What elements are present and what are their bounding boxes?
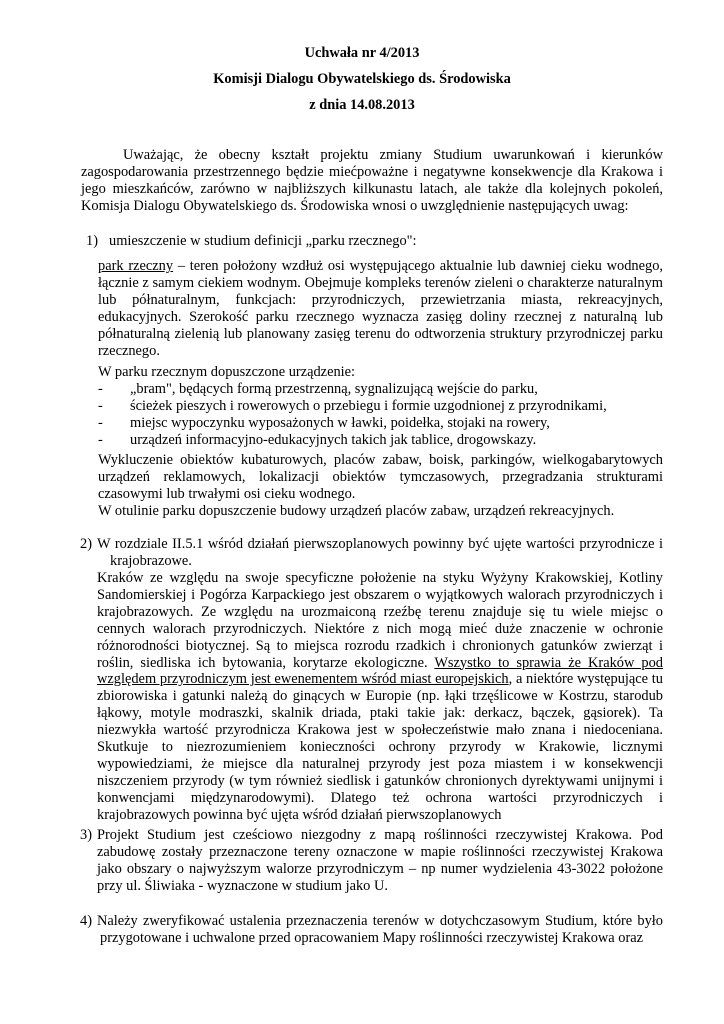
item-4-text: Należy zweryfikować ustalenia przeznaczenia terenów w dotychczasowym Studium, które było przygotowane i uchwalone przed opracowaniem Mapy roślinności rzeczywistej Krakowa oraz bbox=[97, 913, 663, 946]
item-1-number: 1) bbox=[86, 233, 98, 249]
list-item: - „bram", będących formą przestrzenną, sygnalizującą wejście do parku, bbox=[98, 381, 538, 397]
item-3-number: 3) bbox=[80, 827, 92, 843]
list-item: - urządzeń informacyjno-edukacyjnych takich jak tablice, drogowskazy. bbox=[98, 431, 537, 448]
item-2-body: Kraków ze względu na swoje specyficzne położenie na styku Wyżyny Krakowskiej, Kotliny Sandomierskiej i Pogórza Karpackiego jest obszarem o wyjątkowych walorach przyrodniczych i krajobrazowych. Ze względu na urozmaiconą rzeźbę terenu znajduje się tu wiele miejsc o cennych walorach przyrodniczych. Niektóre z nich mogą mieć duże znaczenie w ochronie różnorodności biotycznej. Są to miejsca rozrodu rzadkich i chronionych gatunków zwierząt i roślin, siedliska ich bytowania, korytarze ekologiczne. Wszystko to sprawia że Kraków pod względem przyrodniczym jest ewenementem wśród miast europejskich, a niektóre występujące tu zbiorowiska i gatunki należą do ginących w Europie (np. łąki trzęślicowe w Kostrzu, starodub łąkowy, motyle modraszki, skalnik driada, ptaki takie jak: derkacz, bączek, gąsiorek). Ta niezwykła wartość przyrodnicza Krakowa jest w społeczeństwie mało znana i niedoceniana. Skutkuje to niezrozumieniem konieczności ochrony przyrody w Krakowie, licznymi wypowiedziami, że miejsce dla naturalnej przyrody jest poza miastem i w konsekwencji niszczeniem przyrody (w tym również siedlisk i gatunków chronionych dyrektywami unijnymi i konwencjami międzynarodowymi). Dlatego też ochrona wartości przyrodniczych i krajobrazowych powinna być ujęta wśród działań pierwszoplanowych bbox=[97, 570, 663, 823]
commission-name: Komisji Dialogu Obywatelskiego ds. Środowiska bbox=[213, 71, 511, 87]
list-item: - miejsc wypoczynku wyposażonych w ławki, poidełka, stojaki na rowery, bbox=[98, 414, 550, 431]
park-definition bbox=[98, 258, 663, 359]
item-1-heading: umieszczenie w studium definicji „parku rzecznego": bbox=[109, 233, 417, 249]
list-item: - ścieżek pieszych i rowerowych o przebiegu i formie uzgodnionej z przyrodnikami, bbox=[98, 397, 607, 414]
exclusions-paragraph: Wykluczenie obiektów kubaturowych, placów zabaw, boisk, parkingów, wielkogabarytowych urządzeń reklamowych, lokalizacji obiektów tymczasowych, przegradzania strukturami czasowymi lub trwałymi osi cieku wodnego. bbox=[98, 452, 663, 502]
buffer-paragraph: W otulinie parku dopuszczenie budowy urządzeń placów zabaw, urządzeń rekreacyjnych. bbox=[98, 503, 615, 519]
resolution-number: Uchwała nr 4/2013 bbox=[304, 45, 420, 61]
intro-paragraph: Uważając, że obecny kształt projektu zmiany Studium uwarunkowań i kierunków zagospodarowania przestrzennego będzie miećpoważne i negatywne konsekwencje dla Krakowa i jego mieszkańców, zarówno w najbliższych kilkunastu latach, ale także dla kolejnych pokoleń, Komisja Dialogu Obywatelskiego ds. Środowiska wnosi o uwzględnienie następujących uwag: bbox=[81, 147, 663, 214]
item-2-number: 2) bbox=[80, 536, 92, 552]
allowed-facilities-list bbox=[98, 381, 663, 449]
park-definition-term: park rzeczny bbox=[98, 258, 174, 274]
item-2-underlined: Wszystko to sprawia że Kraków pod względem przyrodniczym jest ewenementem wśród miast europejskich bbox=[97, 654, 663, 688]
item-4-number: 4) bbox=[80, 913, 92, 929]
allowed-facilities-heading: W parku rzecznym dopuszczone urządzenie: bbox=[98, 364, 356, 380]
resolution-date: z dnia 14.08.2013 bbox=[309, 97, 415, 113]
item-2-heading: W rozdziale II.5.1 wśród działań pierwszoplanowych powinny być ujęte wartości przyrodnicze i krajobrazowe. bbox=[97, 536, 663, 569]
park-definition-text: – teren położony wzdłuż osi występującego aktualnie lub dawniej cieku wodnego, łącznie z samym ciekiem wodnym. Obejmuje kompleks terenów zieleni o charakterze naturalnym lub półnaturalnym, funkcjach: przyrodniczych, przewietrzania miasta, rekreacyjnych, edukacyjnych. Szerokość parku rzecznego wyznacza zasięg doliny rzecznej z naturalną lub półnaturalną zielenią lub planowany zasięg terenu do odtworzenia struktury przyrodniczej parku rzecznego. bbox=[98, 258, 663, 359]
item-3-text: Projekt Studium jest cześciowo niezgodny z mapą roślinności rzeczywistej Krakowa. Pod zabudowę zostały przeznaczone tereny oznaczone w mapie roślinności rzeczywistej Krakowa jako obszary o najwyższym walorze przyrodniczym – np numer wydzielenia 43-3022 położone przy ul. Śliwiaka - wyznaczone w studium jako U. bbox=[97, 827, 663, 894]
